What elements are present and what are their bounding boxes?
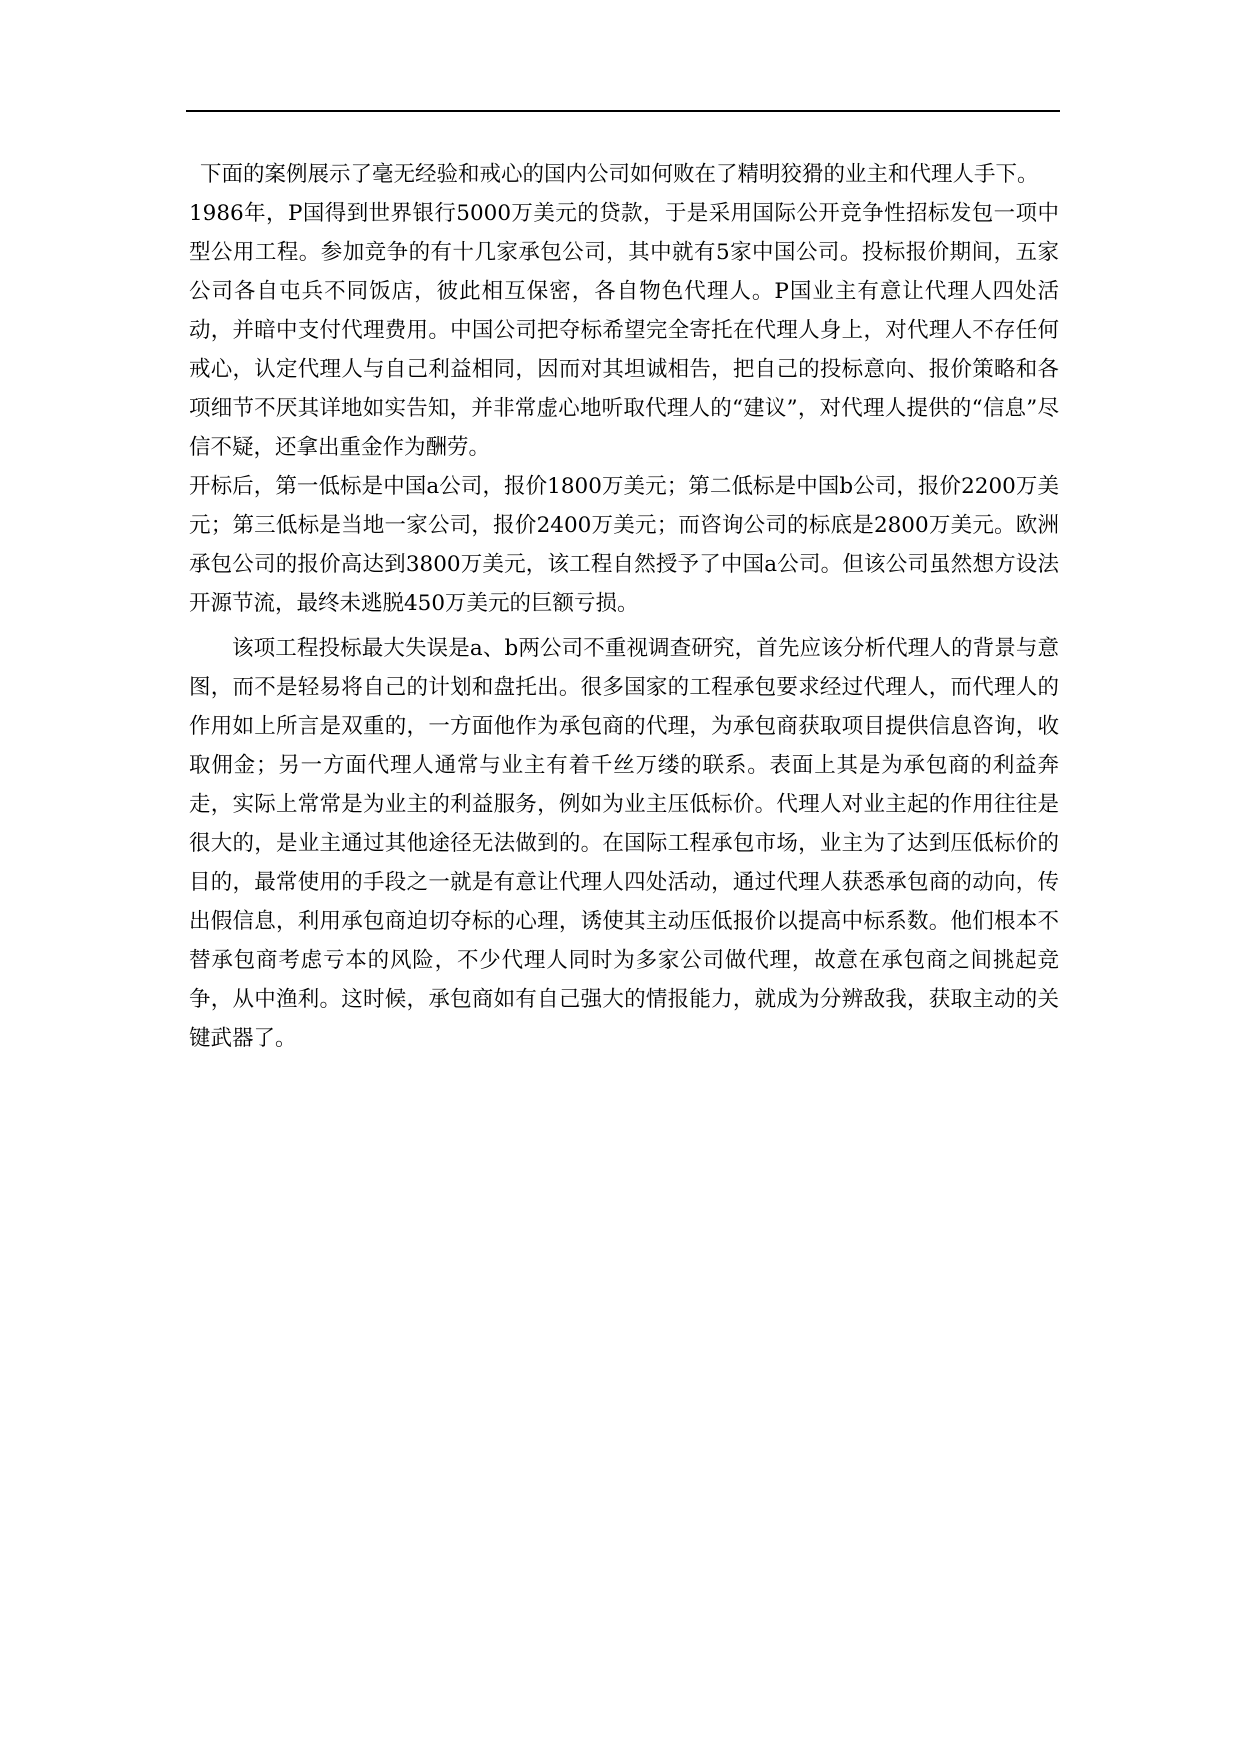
- body-text: [189, 155, 1059, 1058]
- paragraph-analysis: 该项工程投标最大失误是a、b两公司不重视调查研究，首先应该分析代理人的背景与意图，而不是轻易将自己的计划和盘托出。很多国家的工程承包要求经过代理人，而代理人的作用如上所言是双重的，一方面他作为承包商的代理，为承包商获取项目提供信息咨询，收取佣金；另一方面代理人通常与业主有着千丝万缕的联系。表面上其是为承包商的利益奔走，实际上常常是为业主的利益服务，例如为业主压低标价。代理人对业主起的作用往往是很大的，是业主通过其他途径无法做到的。在国际工程承包市场，业主为了达到压低标价的目的，最常使用的手段之一就是有意让代理人四处活动，通过代理人获悉承包商的动向，传出假信息，利用承包商迫切夺标的心理，诱使其主动压低报价以提高中标系数。他们根本不替承包商考虑亏本的风险，不少代理人同时为多家公司做代理，故意在承包商之间挑起竞争，从中渔利。这时候，承包商如有自己强大的情报能力，就成为分辨敌我，获取主动的关键武器了。: [189, 636, 1059, 1051]
- paragraph-intro: 下面的案例展示了毫无经验和戒心的国内公司如何败在了精明狡猾的业主和代理人手下。: [200, 162, 1039, 187]
- header-rule: [186, 110, 1060, 112]
- paragraph-bid-results: 开标后，第一低标是中国a公司，报价1800万美元；第二低标是中国b公司，报价2200万美元；第三低标是当地一家公司，报价2400万美元；而咨询公司的标底是2800万美元。欧洲承包公司的报价高达到3800万美元，该工程自然授予了中国a公司。但该公司虽然想方设法开源节流，最终未逃脱450万美元的巨额亏损。: [189, 474, 1059, 616]
- paragraph-case-background: 1986年，P国得到世界银行5000万美元的贷款，于是采用国际公开竞争性招标发包一项中型公用工程。参加竞争的有十几家承包公司，其中就有5家中国公司。投标报价期间，五家公司各自屯兵不同饭店，彼此相互保密，各自物色代理人。P国业主有意让代理人四处活动，并暗中支付代理费用。中国公司把夺标希望完全寄托在代理人身上，对代理人不存任何戒心，认定代理人与自己利益相同，因而对其坦诚相告，把自己的投标意向、报价策略和各项细节不厌其详地如实告知，并非常虚心地听取代理人的“建议”，对代理人提供的“信息”尽信不疑，还拿出重金作为酬劳。: [189, 201, 1059, 460]
